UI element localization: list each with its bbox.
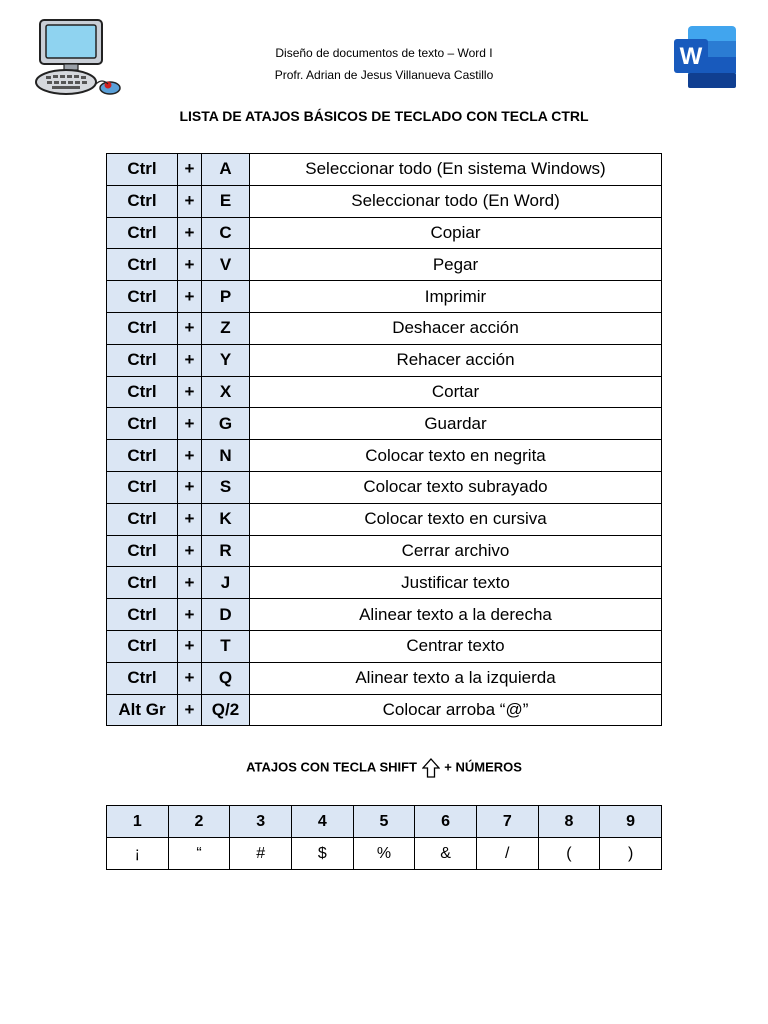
key-cell: C [202,217,250,249]
shift-title-text: ATAJOS CON TECLA SHIFT [246,759,418,775]
key-cell: Q [202,662,250,694]
symbol-cell: ) [600,838,662,870]
table-row [107,249,662,281]
modifier-key-cell: Ctrl [107,281,178,313]
description-cell: Guardar [250,408,662,440]
key-cell: P [202,281,250,313]
modifier-key-cell: Ctrl [107,312,178,344]
table-row [107,599,662,631]
key-cell: V [202,249,250,281]
description-cell: Cerrar archivo [250,535,662,567]
description-cell: Justificar texto [250,567,662,599]
number-cell: 9 [600,806,662,838]
key-cell: E [202,185,250,217]
description-cell: Centrar texto [250,630,662,662]
table-row [107,408,662,440]
modifier-key-cell: Ctrl [107,344,178,376]
key-cell: T [202,630,250,662]
description-cell: Seleccionar todo (En sistema Windows) [250,154,662,186]
table-row [107,440,662,472]
number-cell: 4 [291,806,353,838]
key-cell: G [202,408,250,440]
key-cell: X [202,376,250,408]
description-cell: Rehacer acción [250,344,662,376]
shift-title-suffix: + NÚMEROS [444,759,522,775]
plus-cell: + [178,662,202,694]
number-cell: 3 [230,806,292,838]
modifier-key-cell: Ctrl [107,376,178,408]
plus-cell: + [178,630,202,662]
modifier-key-cell: Ctrl [107,503,178,535]
table-row [107,154,662,186]
plus-cell: + [178,471,202,503]
plus-cell: + [178,503,202,535]
plus-cell: + [178,694,202,726]
table-row [107,567,662,599]
description-cell: Alinear texto a la derecha [250,599,662,631]
modifier-key-cell: Ctrl [107,471,178,503]
description-cell: Imprimir [250,281,662,313]
table-row [107,344,662,376]
description-cell: Colocar texto en cursiva [250,503,662,535]
key-cell: R [202,535,250,567]
description-cell: Alinear texto a la izquierda [250,662,662,694]
table-row [107,217,662,249]
number-cell: 2 [168,806,230,838]
number-cell: 6 [415,806,477,838]
modifier-key-cell: Alt Gr [107,694,178,726]
symbol-cell: ¡ [107,838,169,870]
symbol-cell: / [476,838,538,870]
number-cell: 1 [107,806,169,838]
symbol-cell: # [230,838,292,870]
plus-cell: + [178,185,202,217]
modifier-key-cell: Ctrl [107,217,178,249]
description-cell: Seleccionar todo (En Word) [250,185,662,217]
plus-cell: + [178,440,202,472]
plus-cell: + [178,376,202,408]
number-cell: 5 [353,806,415,838]
symbols-row [107,838,662,870]
plus-cell: + [178,217,202,249]
symbol-cell: ( [538,838,600,870]
table-row [107,312,662,344]
shift-numbers-table [106,805,662,870]
table-row [107,694,662,726]
shift-section-title [0,758,768,778]
modifier-key-cell: Ctrl [107,154,178,186]
symbol-cell: % [353,838,415,870]
modifier-key-cell: Ctrl [107,408,178,440]
table-row [107,662,662,694]
key-cell: S [202,471,250,503]
description-cell: Pegar [250,249,662,281]
plus-cell: + [178,249,202,281]
shortcuts-table [106,153,662,726]
word-logo-letter: W [679,43,703,70]
page-title: LISTA DE ATAJOS BÁSICOS DE TECLADO CON TECLA CTRL [179,108,589,124]
symbol-cell: & [415,838,477,870]
table-row [107,503,662,535]
table-row [107,535,662,567]
key-cell: Y [202,344,250,376]
plus-cell: + [178,535,202,567]
table-row [107,630,662,662]
table-row [107,281,662,313]
table-row [107,185,662,217]
shift-arrow-icon [422,758,440,778]
number-cell: 8 [538,806,600,838]
plus-cell: + [178,154,202,186]
key-cell: N [202,440,250,472]
description-cell: Deshacer acción [250,312,662,344]
plus-cell: + [178,567,202,599]
description-cell: Cortar [250,376,662,408]
modifier-key-cell: Ctrl [107,535,178,567]
symbol-cell: “ [168,838,230,870]
key-cell: A [202,154,250,186]
document-header [0,42,768,86]
key-cell: Z [202,312,250,344]
key-cell: J [202,567,250,599]
plus-cell: + [178,599,202,631]
modifier-key-cell: Ctrl [107,599,178,631]
plus-cell: + [178,312,202,344]
table-row [107,376,662,408]
plus-cell: + [178,344,202,376]
description-cell: Colocar texto subrayado [250,471,662,503]
modifier-key-cell: Ctrl [107,630,178,662]
course-title: Diseño de documentos de texto – Word I [275,46,493,60]
key-cell: D [202,599,250,631]
description-cell: Colocar arroba “@” [250,694,662,726]
table-row [107,471,662,503]
teacher-name: Profr. Adrian de Jesus Villanueva Castillo [274,68,494,82]
number-cell: 7 [476,806,538,838]
plus-cell: + [178,281,202,313]
key-cell: Q/2 [202,694,250,726]
symbol-cell: $ [291,838,353,870]
key-cell: K [202,503,250,535]
modifier-key-cell: Ctrl [107,567,178,599]
modifier-key-cell: Ctrl [107,249,178,281]
modifier-key-cell: Ctrl [107,662,178,694]
description-cell: Copiar [250,217,662,249]
plus-cell: + [178,408,202,440]
modifier-key-cell: Ctrl [107,185,178,217]
modifier-key-cell: Ctrl [107,440,178,472]
description-cell: Colocar texto en negrita [250,440,662,472]
numbers-row [107,806,662,838]
